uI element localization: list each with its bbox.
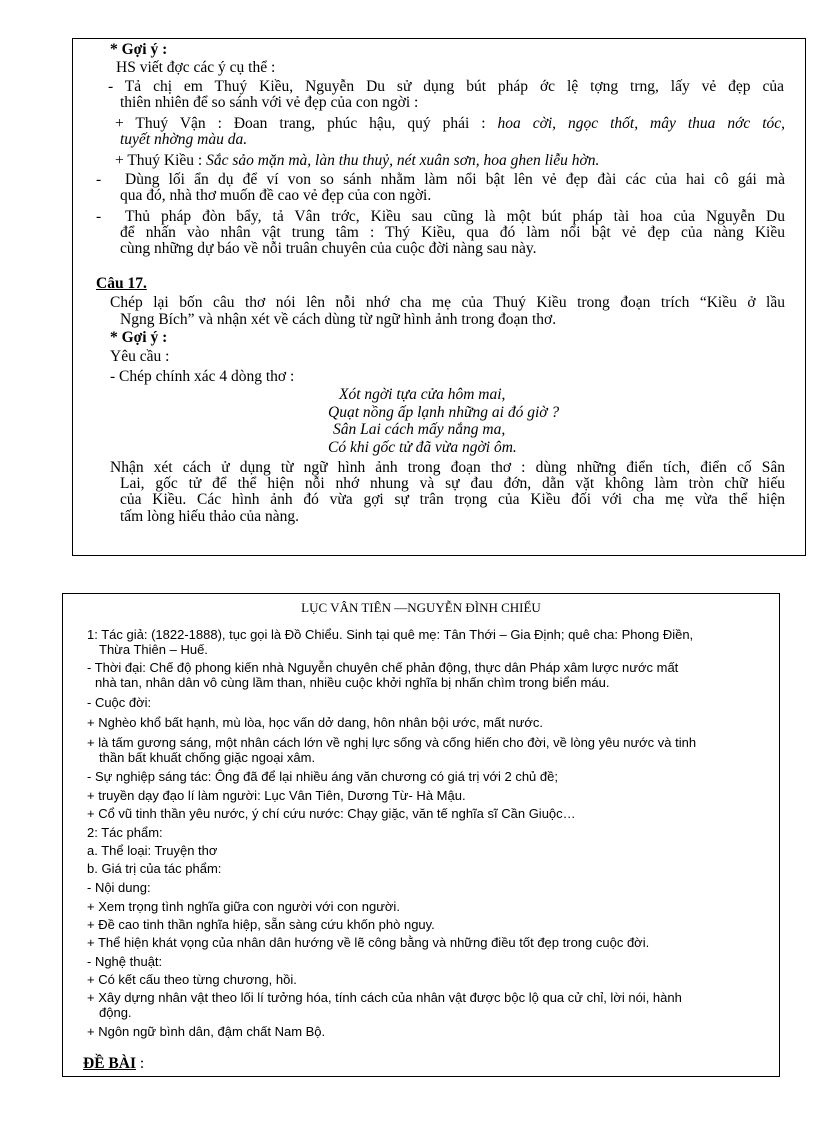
text-line: Thừa Thiên – Huế. — [99, 642, 208, 657]
commentary-line: của Kiều. Các hình ảnh đó vừa gợi sự trân trọng của Kiều đối với cha mẹ vừa thể hiện — [120, 491, 785, 508]
text-line: nhà tan, nhân dân vô cùng lầm than, nhiều cuộc khởi nghĩa bị nhấn chìm trong biển máu. — [95, 675, 610, 690]
text-line: cùng những dự báo về nỗi truân chuyên của cuộc đời nàng sau này. — [120, 240, 537, 257]
text-line: - Thời đại: Chế độ phong kiến nhà Nguyễn chuyên chế phản động, thực dân Pháp xâm lược nước mất — [87, 660, 679, 675]
question-text: Chép lại bốn câu thơ nói lên nỗi nhớ cha mẹ của Thuý Kiều trong đoạn trích “Kiều ở lầu — [110, 294, 785, 311]
poem-line: Có khi gốc tử đã vừa ngời ôm. — [328, 439, 517, 456]
label-thuy-van: + Thuý Vận : Đoan trang, phúc hậu, quý phái : — [115, 115, 498, 132]
requirement-item: - Chép chính xác 4 dòng thơ : — [110, 368, 295, 385]
text-line — [115, 153, 599, 169]
text-line: Thủ pháp đòn bẩy, tả Vân trớc, Kiều sau cũng là một bút pháp tài hoa của Nguyễn Du — [125, 208, 785, 225]
bullet-dash: - — [96, 208, 102, 225]
text-line: + Có kết cấu theo từng chương, hồi. — [87, 972, 297, 987]
hint-label-1: * Gợi ý : — [110, 41, 168, 58]
text-line: để nhấn vào nhân vật trung tâm : Thý Kiều, qua đó làm nổi bật vẻ đẹp của nàng Kiều — [120, 224, 785, 241]
question-heading: Câu 17. — [96, 275, 147, 292]
exercise-heading — [83, 1055, 144, 1072]
question-text: Ngng Bích” và nhận xét về cách dùng từ ngữ hình ảnh trong đoạn thơ. — [120, 311, 557, 328]
text-line: thần bất khuất chống giặc ngoại xâm. — [99, 750, 316, 765]
text-line: 2: Tác phẩm: — [87, 825, 163, 840]
text-line: động. — [99, 1005, 132, 1020]
text-line — [115, 116, 785, 132]
text-line: qua đó, nhà thơ muốn đề cao vẻ đẹp của con ngời. — [120, 187, 432, 204]
text-line: Dùng lối ẩn dụ để ví von so sánh nhằm làm nổi bật lên vẻ đẹp đài các của hai cô gái mà — [125, 171, 785, 188]
quote-line: tuyết nhờng màu da. — [120, 131, 248, 148]
text-line: - Nội dung: — [87, 880, 151, 895]
label-thuy-kieu: + Thuý Kiều : — [115, 152, 207, 169]
text-line: 1: Tác giả: (1822-1888), tục gọi là Đồ Chiểu. Sinh tại quê mẹ: Tân Thới – Gia Định; quê cha: Phong Điền, — [87, 627, 694, 642]
text-line: - Cuộc đời: — [87, 695, 152, 710]
text-line: - Nghệ thuật: — [87, 954, 163, 969]
text-line: a. Thể loại: Truyện thơ — [87, 843, 218, 858]
luc-van-tien-box — [62, 593, 780, 1077]
hint-answer-box — [72, 38, 806, 556]
text-line: - Sự nghiệp sáng tác: Ông đã để lại nhiều áng văn chương có giá trị với 2 chủ đề; — [87, 769, 558, 784]
text-line: - Tả chị em Thuý Kiều, Nguyễn Du sử dụng bút pháp ớc lệ tợng trng, lấy vẻ đẹp của — [108, 78, 784, 95]
quote-thuy-van: hoa cời, ngọc thốt, mây thua nớc tóc, — [497, 115, 786, 132]
text-line: b. Giá trị của tác phẩm: — [87, 861, 222, 876]
text-line: + Cổ vũ tinh thần yêu nước, ý chí cứu nước: Chạy giặc, văn tế nghĩa sĩ Cần Giuộc… — [87, 806, 576, 821]
text-line: + là tấm gương sáng, một nhân cách lớn về nghị lực sống và cống hiến cho đời, về lòng yêu nước và tinh — [87, 735, 697, 750]
text-line: + Đề cao tinh thần nghĩa hiệp, sẵn sàng cứu khốn phò nguy. — [87, 917, 435, 932]
hint-intro: HS viết đợc các ý cụ thể : — [116, 59, 276, 76]
text-line: + Xem trọng tình nghĩa giữa con người với con người. — [87, 899, 400, 914]
text-line: + Thể hiện khát vọng của nhân dân hướng về lẽ công bằng và những điều tốt đẹp trong cuộc đời. — [87, 935, 650, 950]
text-line: + Nghèo khổ bất hạnh, mù lòa, học vấn dở dang, hôn nhân bội ước, mất nước. — [87, 715, 544, 730]
section-title: LỤC VÂN TIÊN —NGUYỄN ĐÌNH CHIỂU — [301, 600, 541, 615]
poem-line: Xót ngời tựa cửa hôm mai, — [339, 386, 506, 403]
commentary-line: Lai, gốc tử để thể hiện nỗi nhớ nhung và sự đau đớn, dằn vặt không làm tròn chữ hiếu — [120, 475, 785, 492]
exercise-heading-colon: : — [135, 1055, 145, 1072]
requirement-label: Yêu cầu : — [110, 348, 170, 365]
commentary-line: Nhận xét cách ử dụng từ ngữ hình ảnh trong đoạn thơ : dùng những điển tích, điển cố Sân — [110, 459, 785, 476]
exercise-heading-label: ĐỀ BÀI — [83, 1055, 136, 1072]
text-line: + Xây dựng nhân vật theo lối lí tưởng hóa, tính cách của nhân vật được bộc lộ qua cử chỉ, lời nói, hành — [87, 990, 682, 1005]
text-line: + truyền dạy đạo lí làm người: Lục Vân Tiên, Dương Từ- Hà Mậu. — [87, 788, 466, 803]
commentary-line: tấm lòng hiếu thảo của nàng. — [120, 508, 300, 525]
bullet-dash: - — [96, 171, 102, 188]
text-line: thiên nhiên để so sánh với vẻ đẹp của con ngời : — [120, 94, 419, 111]
quote-thuy-kieu: Sắc sảo mặn mà, làn thu thuỷ, nét xuân sơn, hoa ghen liễu hờn. — [206, 152, 600, 169]
hint-label-2: * Gợi ý : — [110, 329, 168, 346]
poem-line: Quạt nồng ấp lạnh những ai đó giờ ? — [328, 404, 560, 421]
poem-line: Sân Lai cách mấy nắng ma, — [333, 421, 506, 438]
text-line: + Ngôn ngữ bình dân, đậm chất Nam Bộ. — [87, 1024, 326, 1039]
